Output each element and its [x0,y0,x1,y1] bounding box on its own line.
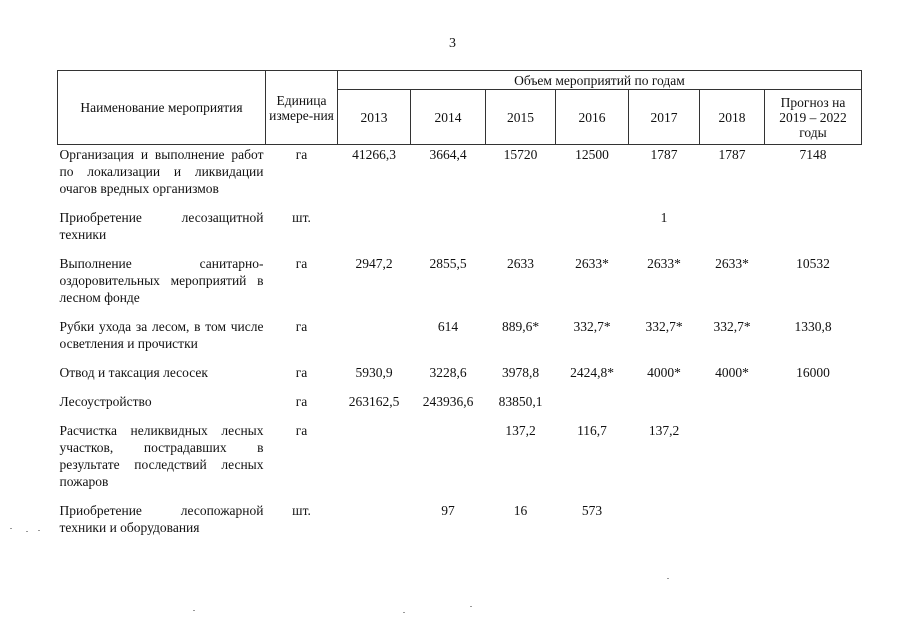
page-number: 3 [449,36,456,51]
row-unit: га [295,365,308,380]
row-unit: га [295,394,308,409]
value-2016: 573 [581,503,603,518]
value-forecast: 7148 [799,147,827,162]
header-name-column: Наименование мероприятия [58,71,266,145]
row-name: Приобретение лесопожарной техники и оборудования [59,503,264,535]
value-2016: 2633* [575,256,609,271]
value-2018 [700,209,765,255]
header-year-2013: 2013 [338,90,411,145]
value-2014: 97 [441,503,455,518]
table-row [58,209,862,255]
value-2014: 243936,6 [422,394,474,409]
value-2017: 2633* [647,256,681,271]
header-year-2014: 2014 [411,90,486,145]
value-2017 [629,502,700,548]
header-volume-group: Объем мероприятий по годам [338,71,862,90]
value-2014 [411,209,486,255]
scan-speck [10,528,12,529]
value-2013: 41266,3 [352,147,396,162]
value-2017 [629,393,700,422]
row-name: Рубки ухода за лесом, в том числе осветления и прочистки [59,319,264,351]
value-2017: 1787 [650,147,678,162]
value-2013: 2947,2 [355,256,393,271]
row-name: Выполнение санитарно-оздоровительных мероприятий в лесном фонде [59,256,264,305]
value-2014 [411,422,486,502]
value-2015: 3978,8 [501,365,540,380]
value-2016: 2424,8* [570,365,614,380]
row-unit: шт. [292,210,311,225]
value-2018: 2633* [715,256,749,271]
scan-speck [26,531,28,532]
header-year-2016: 2016 [556,90,629,145]
value-2014: 3664,4 [429,147,467,162]
value-forecast: 1330,8 [794,319,832,334]
value-forecast: 16000 [796,365,830,380]
table-row [58,364,862,393]
value-2015: 2633 [507,256,534,271]
header-forecast: Прогноз на 2019 – 2022 годы [765,90,862,145]
value-2013: 5930,9 [355,365,393,380]
row-name: Организация и выполнение работ по локализации и ликвидации очагов вредных организмов [59,147,264,196]
value-2015 [486,209,556,255]
value-2016: 116,7 [577,423,607,438]
value-2018 [700,502,765,548]
value-forecast [765,422,862,502]
value-forecast [765,209,862,255]
table-body [58,145,862,549]
value-2013 [338,422,411,502]
row-name: Расчистка неликвидных лесных участков, пострадавших в результате последствий лесных пожаров [59,423,264,489]
header-year-2015: 2015 [486,90,556,145]
value-2014: 614 [437,319,459,334]
value-2015: 16 [513,503,528,518]
value-2017: 137,2 [648,423,680,438]
row-unit: га [295,147,308,162]
value-2016 [556,393,629,422]
scan-speck [193,610,195,611]
row-unit: га [295,423,308,438]
row-unit: га [295,319,308,334]
value-2016: 332,7* [573,319,611,334]
header-year-2017: 2017 [629,90,700,145]
scan-speck [470,606,472,607]
scan-speck [38,530,40,531]
value-2016: 12500 [575,147,609,162]
value-2018: 4000* [715,365,749,380]
value-2017: 1 [660,210,668,225]
value-2013 [338,209,411,255]
row-unit: га [295,256,308,271]
value-2014: 3228,6 [429,365,467,380]
scan-speck [667,578,669,579]
value-2013 [338,502,411,548]
value-2015: 889,6* [501,319,540,334]
value-2018: 1787 [718,147,746,162]
value-2017: 4000* [647,365,681,380]
value-forecast: 10532 [796,256,830,271]
value-2018 [700,393,765,422]
value-2015: 137,2 [505,423,536,438]
table-row [58,422,862,502]
value-forecast [765,393,862,422]
table-row [58,393,862,422]
row-name: Отвод и таксация лесосек [59,365,208,380]
header-unit-column: Единица измере-ния [266,71,338,145]
value-forecast [765,502,862,548]
value-2014: 2855,5 [429,256,467,271]
value-2018 [700,422,765,502]
value-2018: 332,7* [713,319,751,334]
header-year-2018: 2018 [700,90,765,145]
value-2017: 332,7* [645,319,683,334]
table-row [58,145,862,210]
activities-table [57,70,862,548]
value-2015: 83850,1 [498,394,543,409]
table-row [58,255,862,318]
row-name: Приобретение лесозащитной техники [59,210,264,242]
table-row [58,318,862,364]
row-name: Лесоустройство [59,394,152,409]
value-2015: 15720 [503,147,538,162]
table-row [58,502,862,548]
value-2013: 263162,5 [348,394,400,409]
scan-speck [403,612,405,613]
value-2013 [338,318,411,364]
row-unit: шт. [292,503,311,518]
value-2016 [556,209,629,255]
